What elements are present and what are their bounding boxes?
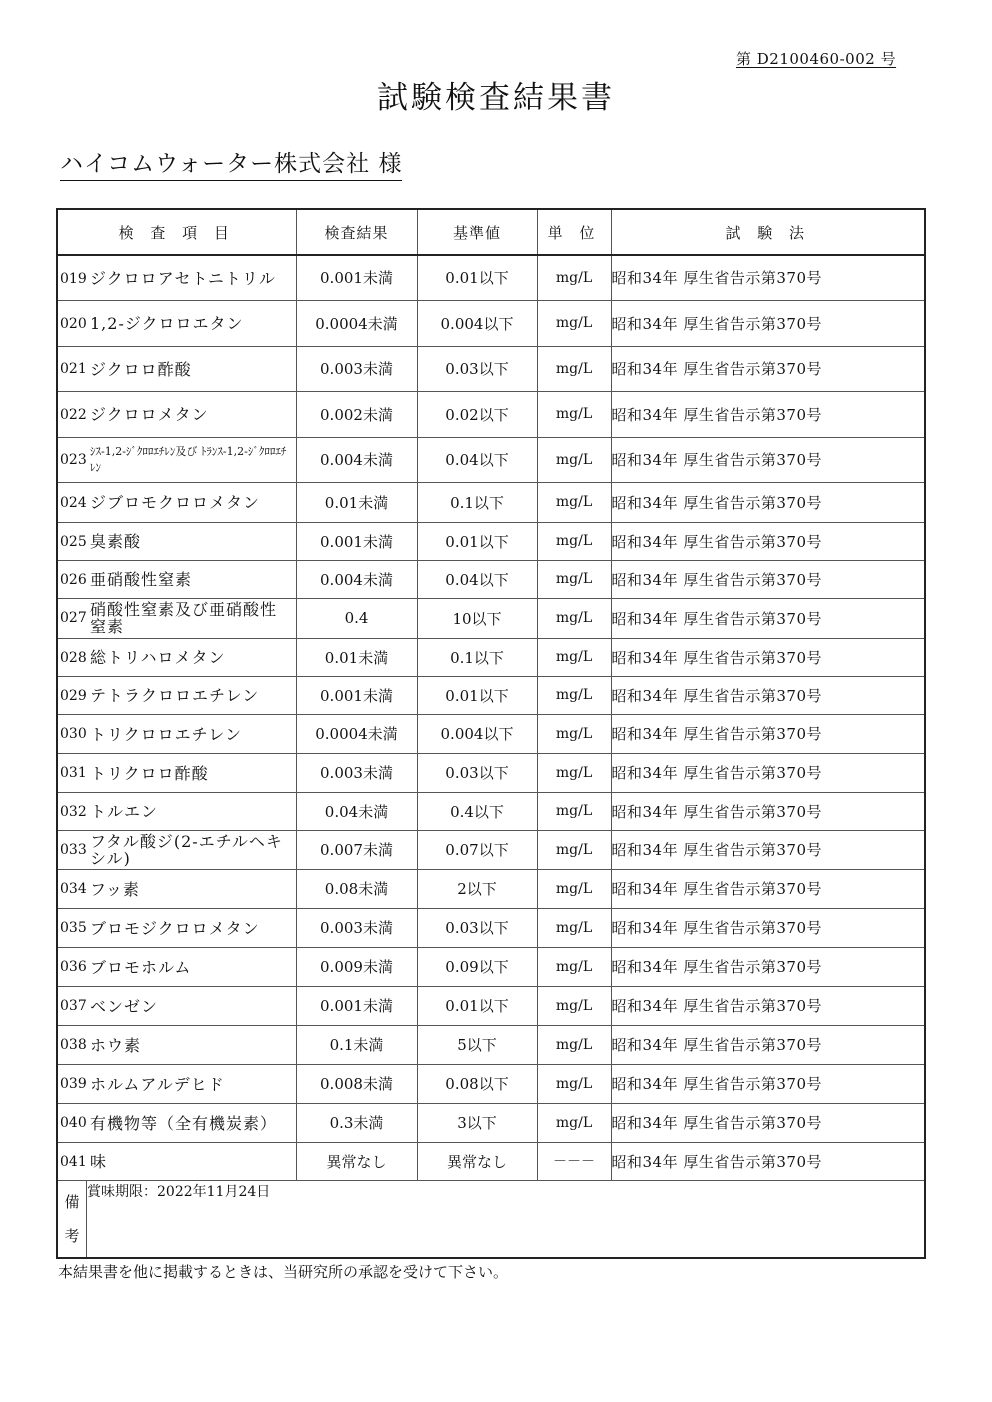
- result-cell: 0.009未満: [296, 947, 417, 986]
- item-number: 027: [60, 610, 87, 626]
- item-number: 038: [60, 1037, 87, 1054]
- item-number: 023: [60, 451, 87, 468]
- item-cell: [57, 676, 296, 714]
- item-number: 024: [60, 494, 87, 511]
- method-cell: 昭和34年 厚生省告示第370号: [611, 522, 925, 560]
- result-cell: 0.08未満: [296, 869, 417, 908]
- table-row: [57, 255, 925, 300]
- item-cell: [57, 437, 296, 482]
- item-cell: [57, 1064, 296, 1103]
- table-row: [57, 598, 925, 638]
- standard-cell: 0.03以下: [417, 908, 537, 947]
- unit-cell: mg/L: [537, 676, 611, 714]
- unit-cell: mg/L: [537, 522, 611, 560]
- table-row: [57, 391, 925, 437]
- item-cell: [57, 598, 296, 638]
- item-number: 021: [60, 361, 87, 378]
- header-standard: 基準値: [417, 209, 537, 255]
- table-row: [57, 560, 925, 598]
- item-number: 036: [60, 959, 87, 976]
- result-cell: 0.001未満: [296, 986, 417, 1025]
- standard-cell: 5以下: [417, 1025, 537, 1064]
- standard-cell: 0.1以下: [417, 638, 537, 676]
- method-cell: 昭和34年 厚生省告示第370号: [611, 830, 925, 869]
- unit-cell: mg/L: [537, 792, 611, 830]
- method-cell: 昭和34年 厚生省告示第370号: [611, 255, 925, 300]
- item-name: ホウ素: [90, 1035, 142, 1055]
- footnote: 本結果書を他に掲載するときは、当研究所の承認を受けて下さい。: [58, 1263, 509, 1281]
- unit-cell: mg/L: [537, 947, 611, 986]
- table-row: [57, 482, 925, 522]
- result-cell: 0.003未満: [296, 346, 417, 391]
- standard-cell: 0.04以下: [417, 560, 537, 598]
- item-number: 025: [60, 533, 87, 550]
- item-number: 030: [60, 726, 87, 743]
- result-cell: 0.4: [296, 598, 417, 638]
- item-name: ジクロロアセトニトリル: [90, 269, 276, 288]
- method-cell: 昭和34年 厚生省告示第370号: [611, 1142, 925, 1180]
- item-number: 034: [60, 881, 87, 898]
- result-cell: 0.0004未満: [296, 300, 417, 346]
- unit-cell: mg/L: [537, 255, 611, 300]
- item-name: ブロモジクロロメタン: [90, 918, 260, 938]
- result-cell: 0.1未満: [296, 1025, 417, 1064]
- item-name: ベンゼン: [90, 996, 159, 1016]
- method-cell: 昭和34年 厚生省告示第370号: [611, 1064, 925, 1103]
- header-result: 検査結果: [296, 209, 417, 255]
- method-cell: 昭和34年 厚生省告示第370号: [611, 391, 925, 437]
- method-cell: 昭和34年 厚生省告示第370号: [611, 1025, 925, 1064]
- unit-cell: mg/L: [537, 437, 611, 482]
- item-cell: [57, 1025, 296, 1064]
- result-cell: 0.01未満: [296, 482, 417, 522]
- item-cell: [57, 830, 296, 869]
- result-cell: 0.002未満: [296, 391, 417, 437]
- standard-cell: 0.004以下: [417, 300, 537, 346]
- item-number: 033: [60, 841, 87, 858]
- table-row: [57, 1064, 925, 1103]
- item-number: 039: [60, 1076, 87, 1093]
- unit-cell: mg/L: [537, 908, 611, 947]
- remarks-label-text: 備 考: [64, 1192, 80, 1245]
- item-number: 028: [60, 649, 87, 666]
- item-name: 臭素酸: [90, 532, 142, 552]
- unit-cell: mg/L: [537, 986, 611, 1025]
- standard-cell: 0.01以下: [417, 986, 537, 1025]
- standard-cell: 2以下: [417, 869, 537, 908]
- result-cell: 0.3未満: [296, 1103, 417, 1142]
- item-name: ホルムアルデヒド: [90, 1074, 225, 1094]
- unit-cell: mg/L: [537, 714, 611, 753]
- unit-cell: mg/L: [537, 300, 611, 346]
- table-row: [57, 638, 925, 676]
- item-name: トリクロロエチレン: [90, 724, 242, 744]
- method-cell: 昭和34年 厚生省告示第370号: [611, 638, 925, 676]
- standard-cell: 異常なし: [417, 1142, 537, 1180]
- method-cell: 昭和34年 厚生省告示第370号: [611, 676, 925, 714]
- table-row: [57, 908, 925, 947]
- result-cell: 0.001未満: [296, 255, 417, 300]
- results-table: [56, 208, 926, 1259]
- item-cell: [57, 1142, 296, 1180]
- result-cell: 0.04未満: [296, 792, 417, 830]
- item-number: 040: [60, 1115, 87, 1132]
- result-cell: 0.008未満: [296, 1064, 417, 1103]
- standard-cell: 0.004以下: [417, 714, 537, 753]
- unit-cell: mg/L: [537, 830, 611, 869]
- unit-cell: mg/L: [537, 1103, 611, 1142]
- standard-cell: 0.02以下: [417, 391, 537, 437]
- method-cell: 昭和34年 厚生省告示第370号: [611, 560, 925, 598]
- unit-cell: mg/L: [537, 391, 611, 437]
- table-row: [57, 1025, 925, 1064]
- item-name: ブロモホルム: [90, 957, 192, 977]
- item-number: 029: [60, 687, 87, 704]
- method-cell: 昭和34年 厚生省告示第370号: [611, 792, 925, 830]
- standard-cell: 0.01以下: [417, 255, 537, 300]
- result-cell: 0.007未満: [296, 830, 417, 869]
- item-number: 041: [60, 1153, 87, 1170]
- item-cell: [57, 1103, 296, 1142]
- table-row: [57, 1142, 925, 1180]
- item-name: フタル酸ジ(2-エチルヘキシル): [90, 831, 283, 868]
- result-cell: 0.003未満: [296, 753, 417, 792]
- table-row: [57, 869, 925, 908]
- item-cell: [57, 753, 296, 792]
- header-unit: 単 位: [537, 209, 611, 255]
- item-cell: [57, 522, 296, 560]
- remarks-label: [58, 1181, 87, 1257]
- standard-cell: 10以下: [417, 598, 537, 638]
- item-cell: [57, 300, 296, 346]
- item-name: 1,2-ジクロロエタン: [90, 314, 244, 334]
- item-number: 032: [60, 803, 87, 820]
- unit-cell: mg/L: [537, 482, 611, 522]
- standard-cell: 0.03以下: [417, 346, 537, 391]
- standard-cell: 0.4以下: [417, 792, 537, 830]
- unit-cell: mg/L: [537, 598, 611, 638]
- standard-cell: 3以下: [417, 1103, 537, 1142]
- standard-cell: 0.09以下: [417, 947, 537, 986]
- table-row: [57, 792, 925, 830]
- item-number: 020: [60, 315, 87, 332]
- unit-cell: mg/L: [537, 638, 611, 676]
- unit-cell: mg/L: [537, 560, 611, 598]
- standard-cell: 0.08以下: [417, 1064, 537, 1103]
- item-cell: [57, 560, 296, 598]
- method-cell: 昭和34年 厚生省告示第370号: [611, 300, 925, 346]
- table-row: [57, 346, 925, 391]
- table-row: [57, 753, 925, 792]
- item-number: 037: [60, 998, 87, 1015]
- method-cell: 昭和34年 厚生省告示第370号: [611, 908, 925, 947]
- unit-cell: mg/L: [537, 869, 611, 908]
- item-cell: [57, 255, 296, 300]
- table-row: [57, 676, 925, 714]
- item-cell: [57, 986, 296, 1025]
- remarks-row: [57, 1180, 925, 1258]
- standard-cell: 0.01以下: [417, 522, 537, 560]
- header-method: 試 験 法: [611, 209, 925, 255]
- result-cell: 0.01未満: [296, 638, 417, 676]
- method-cell: 昭和34年 厚生省告示第370号: [611, 714, 925, 753]
- item-cell: [57, 482, 296, 522]
- table-row: [57, 947, 925, 986]
- remarks-text: 賞味期限：2022年11月24日: [87, 1183, 271, 1200]
- method-cell: 昭和34年 厚生省告示第370号: [611, 598, 925, 638]
- item-cell: [57, 391, 296, 437]
- item-name: フッ素: [90, 879, 140, 899]
- table-row: [57, 830, 925, 869]
- item-number: 026: [60, 571, 87, 588]
- result-cell: 異常なし: [296, 1142, 417, 1180]
- item-name: ｼｽ-1,2-ｼﾞｸﾛﾛｴﾁﾚﾝ及び ﾄﾗﾝｽ-1,2-ｼﾞｸﾛﾛｴﾁﾚﾝ: [90, 444, 287, 474]
- standard-cell: 0.01以下: [417, 676, 537, 714]
- method-cell: 昭和34年 厚生省告示第370号: [611, 346, 925, 391]
- unit-cell: mg/L: [537, 1025, 611, 1064]
- method-cell: 昭和34年 厚生省告示第370号: [611, 482, 925, 522]
- item-name: ジブロモクロロメタン: [90, 493, 261, 513]
- item-number: 019: [60, 270, 87, 287]
- table-row: [57, 437, 925, 482]
- item-name: 味: [90, 1152, 108, 1172]
- header-item: 検 査 項 目: [57, 209, 296, 255]
- table-header-row: [57, 209, 925, 255]
- unit-cell: mg/L: [537, 1064, 611, 1103]
- method-cell: 昭和34年 厚生省告示第370号: [611, 753, 925, 792]
- item-cell: [57, 714, 296, 753]
- item-cell: [57, 908, 296, 947]
- result-cell: 0.001未満: [296, 522, 417, 560]
- standard-cell: 0.03以下: [417, 753, 537, 792]
- page-title: 試験検査結果書: [377, 80, 615, 116]
- method-cell: 昭和34年 厚生省告示第370号: [611, 986, 925, 1025]
- standard-cell: 0.04以下: [417, 437, 537, 482]
- method-cell: 昭和34年 厚生省告示第370号: [611, 947, 925, 986]
- item-number: 022: [60, 406, 87, 423]
- item-cell: [57, 869, 296, 908]
- item-name: 総トリハロメタン: [90, 648, 226, 668]
- item-cell: [57, 346, 296, 391]
- result-cell: 0.004未満: [296, 560, 417, 598]
- item-name: トルエン: [90, 802, 159, 822]
- item-cell: [57, 947, 296, 986]
- result-cell: 0.001未満: [296, 676, 417, 714]
- table-row: [57, 300, 925, 346]
- unit-cell: mg/L: [537, 346, 611, 391]
- item-cell: [57, 638, 296, 676]
- item-number: 035: [60, 920, 87, 937]
- result-cell: 0.0004未満: [296, 714, 417, 753]
- document-number: 第 D2100460-002 号: [736, 50, 897, 68]
- method-cell: 昭和34年 厚生省告示第370号: [611, 869, 925, 908]
- item-name: テトラクロロエチレン: [90, 686, 260, 706]
- table-row: [57, 986, 925, 1025]
- result-cell: 0.004未満: [296, 437, 417, 482]
- item-name: トリクロロ酢酸: [90, 763, 209, 783]
- item-name: ジクロロ酢酸: [90, 359, 192, 379]
- item-name: 硝酸性窒素及び亜硝酸性窒素: [90, 600, 278, 636]
- result-cell: 0.003未満: [296, 908, 417, 947]
- item-name: 有機物等（全有機炭素）: [90, 1113, 278, 1133]
- table-row: [57, 522, 925, 560]
- item-cell: [57, 792, 296, 830]
- client-name: ハイコムウォーター株式会社 様: [60, 145, 402, 181]
- method-cell: 昭和34年 厚生省告示第370号: [611, 1103, 925, 1142]
- table-row: [57, 714, 925, 753]
- unit-cell: mg/L: [537, 753, 611, 792]
- table-row: [57, 1103, 925, 1142]
- item-name: 亜硝酸性窒素: [90, 570, 193, 590]
- item-number: 031: [60, 765, 87, 782]
- standard-cell: 0.07以下: [417, 830, 537, 869]
- standard-cell: 0.1以下: [417, 482, 537, 522]
- unit-cell: －－－: [537, 1142, 611, 1180]
- method-cell: 昭和34年 厚生省告示第370号: [611, 437, 925, 482]
- item-name: ジクロロメタン: [90, 405, 209, 425]
